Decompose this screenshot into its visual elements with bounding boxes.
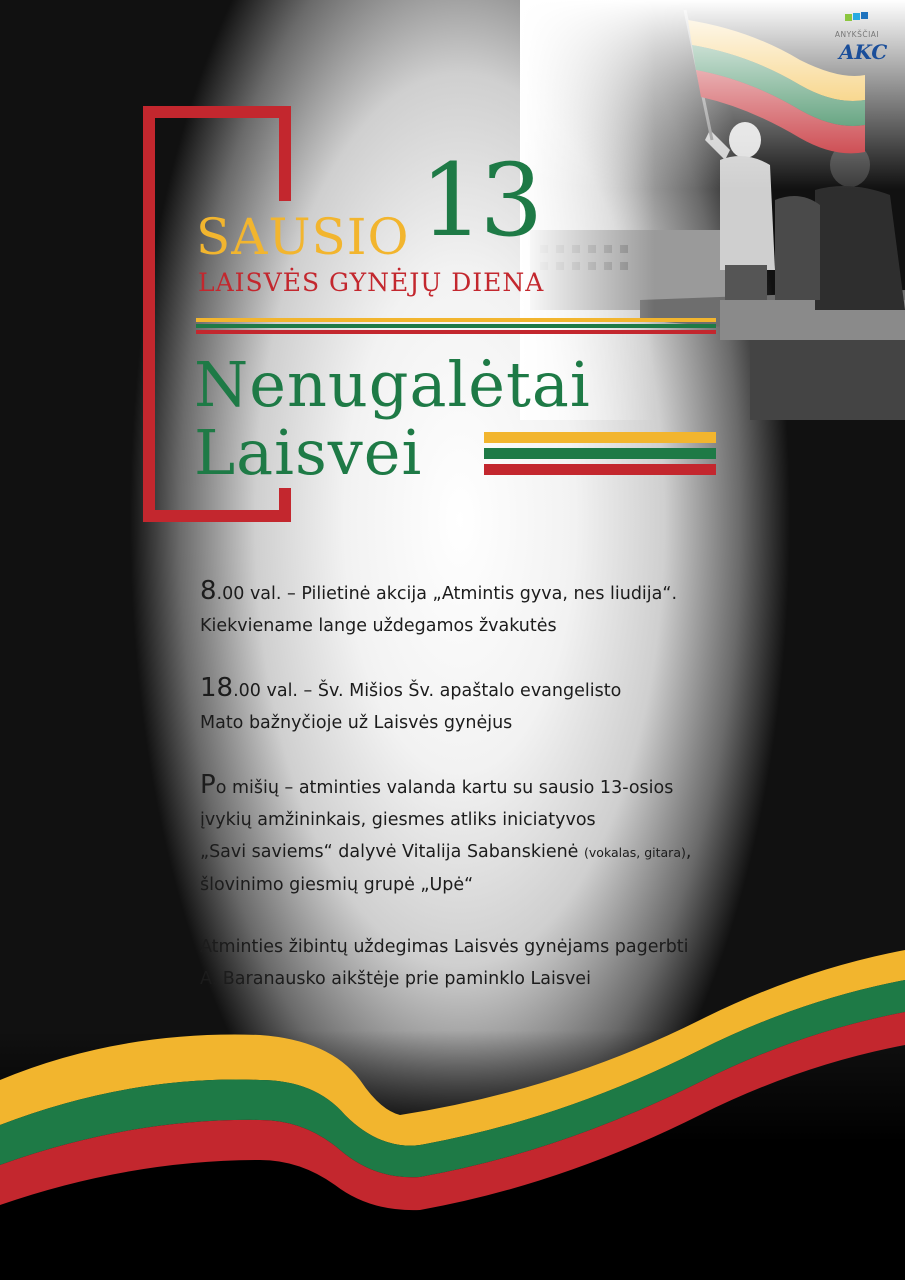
- event-1-line1: .00 val. – Pilietinė akcija „Atmintis gyva, nes liudija“.: [216, 584, 678, 604]
- organizer-logos: [827, 10, 887, 70]
- heading-day-number: 13: [420, 142, 540, 259]
- event-4-line1: Atminties žibintų uždegimas Laisvės gynėjams pagerbti: [200, 937, 689, 957]
- event-3-comma: ,: [685, 842, 692, 862]
- heading-line1: Nenugalėtai: [194, 348, 591, 421]
- tricolor-bars: [484, 432, 716, 475]
- red-frame-right-top: [279, 106, 291, 201]
- akc-logo: AKC: [839, 40, 888, 64]
- event-2-lead: 18: [200, 673, 234, 703]
- heading-sausio: SAUSIO: [196, 208, 410, 266]
- event-4-line2: A. Baranausko aikštėje prie paminklo Laisvei: [200, 969, 591, 989]
- event-3-line3: „Savi saviems“ dalyvė Vitalija Sabanskienė: [200, 842, 585, 862]
- event-3-line1: o mišių – atminties valanda kartu su sausio 13-osios: [215, 778, 674, 798]
- logo-town-text: ANYKŠČIAI: [834, 30, 880, 39]
- event-3-instruments: (vokalas, gitara): [584, 845, 686, 860]
- event-3: [200, 769, 760, 901]
- heading-subtitle: LAISVĖS GYNĖJŲ DIENA: [198, 268, 545, 297]
- event-2: [200, 672, 760, 739]
- event-3-line2: įvykių amžininkais, giesmes atliks iniciatyvos: [200, 810, 596, 830]
- event-3-lead: P: [200, 770, 216, 800]
- tricolor-line-top: [196, 318, 716, 334]
- event-3-line4: šlovinimo giesmių grupė „Upė“: [200, 875, 474, 895]
- flag-ribbon: [0, 940, 905, 1280]
- red-frame-bottom: [143, 510, 291, 522]
- event-1-line2: Kiekviename lange uždegamos žvakutės: [200, 616, 557, 636]
- red-frame-top: [143, 106, 291, 118]
- event-1: [200, 575, 760, 642]
- event-2-line1: .00 val. – Šv. Mišios Šv. apaštalo evangelisto: [233, 681, 622, 701]
- anyksciai-logo-icon: [827, 10, 887, 30]
- heading-line2: Laisvei: [194, 416, 423, 489]
- event-2-line2: Mato bažnyčioje už Laisvės gynėjus: [200, 713, 513, 733]
- red-frame-right-bottom: [279, 488, 291, 522]
- event-1-lead: 8: [200, 576, 217, 606]
- red-frame-left: [143, 106, 155, 522]
